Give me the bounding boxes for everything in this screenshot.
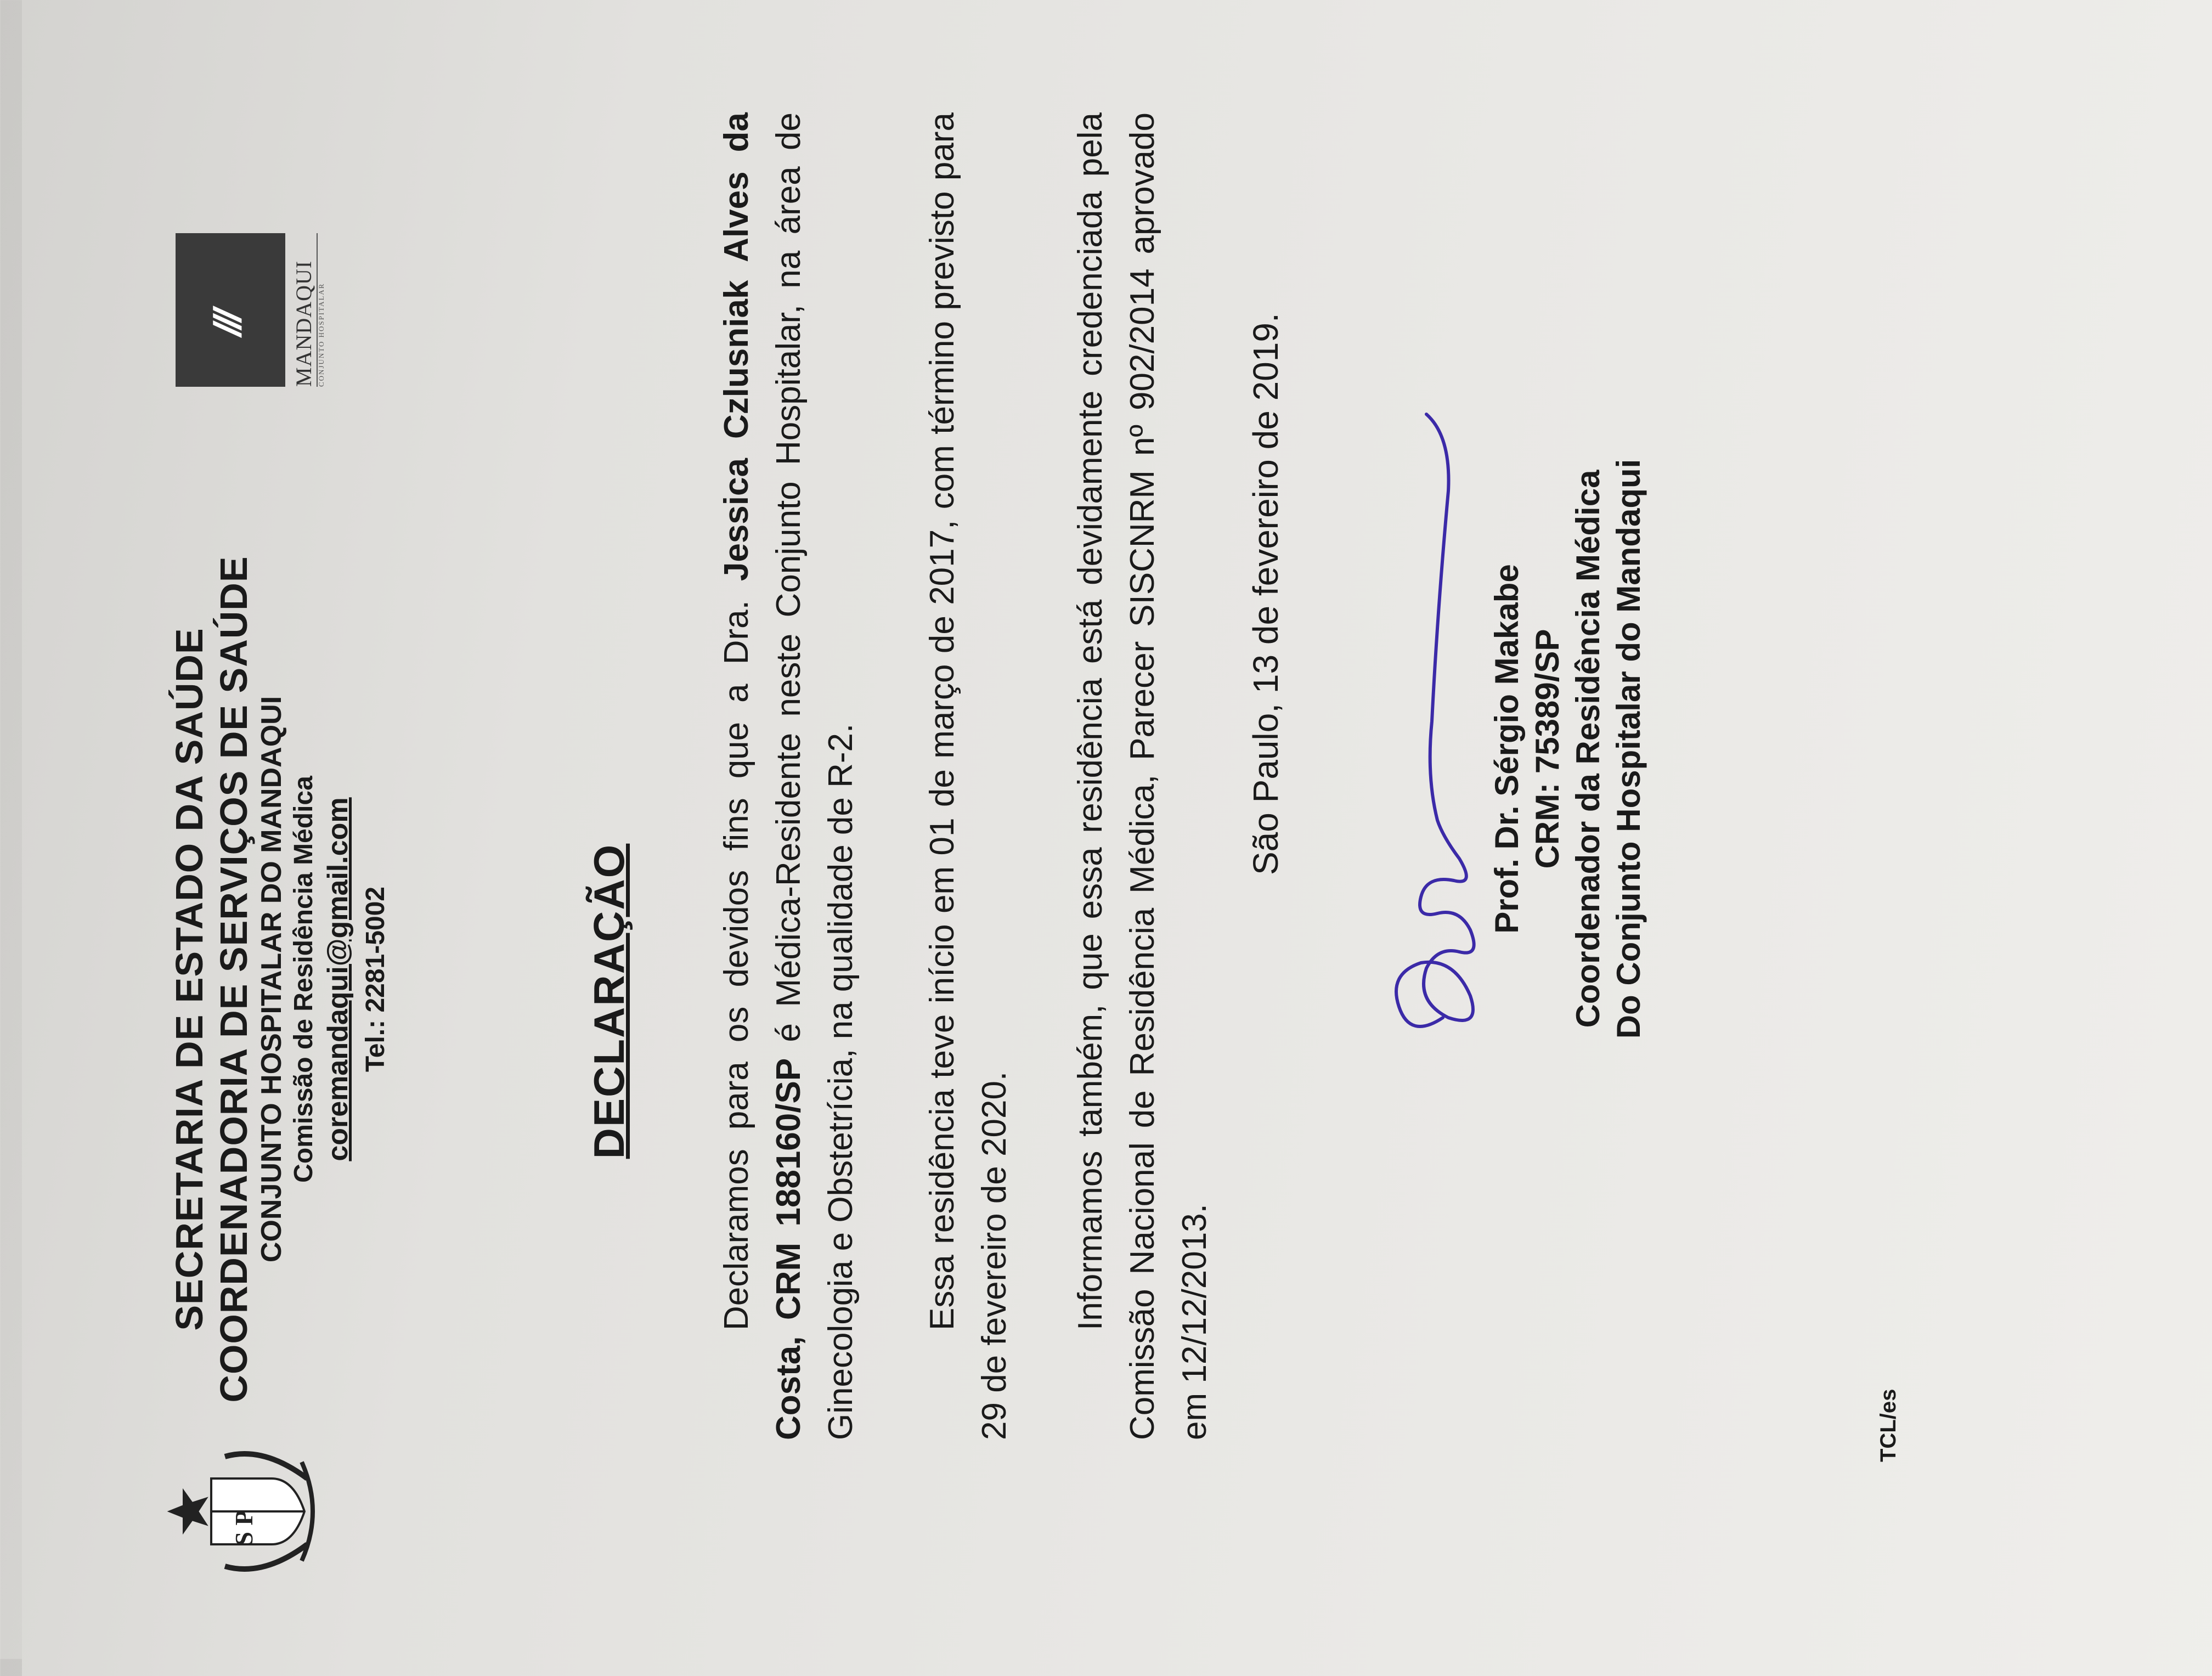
letterhead-line-4: Comissão de Residência Médica — [289, 776, 318, 1183]
typist-code: TCL/es — [1876, 1389, 1900, 1462]
paragraph-1-start: Declaramos para os devidos fins que a Dra. — [718, 581, 755, 1330]
letterhead — [167, 540, 391, 1418]
paragraph-3-text: Informamos também, que essa residência está devidamente credenciada pela Comissão Nacional de Residência Médica, Parecer SISCNRM nº 902/2014 aprovado em 12/12/2013. — [1071, 112, 1214, 1440]
signer-crm: CRM: 75389/SP — [1529, 629, 1566, 869]
letterhead-line-3: CONJUNTO HOSPITALAR DO MANDAQUI — [256, 696, 287, 1263]
signer-role-1: Coordenador da Residência Médica — [1570, 470, 1606, 1028]
paragraph-2 — [916, 112, 1020, 1440]
mandaqui-logo-name: MANDAQUI — [291, 233, 318, 387]
document-sheet — [66, 0, 2212, 1627]
paragraph-2-text: Essa residência teve início em 01 de março de 2017, com término previsto para 29 de fevereiro de 2020. — [923, 112, 1013, 1440]
signer-role-2: Do Conjunto Hospitalar do Mandaqui — [1610, 459, 1647, 1039]
sp-state-seal-icon — [159, 1446, 324, 1577]
signer-name: Prof. Dr. Sérgio Makabe — [1488, 564, 1525, 934]
seal-letters: S P — [230, 1510, 258, 1546]
paragraph-1-end: é Médica-Residente neste Conjunto Hospitalar, na área de Ginecologia e Obstetrícia, na qualidade de R-2. — [770, 112, 860, 1440]
resident-name: Jessica Czlusniak Alves da Costa, CRM 188160/SP — [718, 112, 808, 1440]
mandaqui-logo — [176, 233, 340, 387]
document-title: DECLARAÇÃO — [585, 843, 633, 1159]
signer-block — [1487, 447, 1649, 1051]
paragraph-1 — [710, 112, 867, 1440]
paragraph-3 — [1064, 112, 1221, 1440]
letterhead-email: coremandaqui@gmail.com — [321, 797, 354, 1161]
place-date: São Paulo, 13 de fevereiro de 2019. — [1246, 313, 1285, 875]
mandaqui-logo-subtitle: CONJUNTO HOSPITALAR — [317, 283, 325, 387]
letterhead-line-2: COORDENADORIA DE SERVIÇOS DE SAÚDE — [212, 556, 255, 1403]
mandaqui-logo-mark-icon: /// — [176, 233, 285, 387]
letterhead-phone: Tel.: 2281-5002 — [360, 887, 390, 1072]
paper-background — [22, 0, 2212, 1676]
letterhead-line-1: SECRETARIA DE ESTADO DA SAÚDE — [168, 628, 211, 1331]
